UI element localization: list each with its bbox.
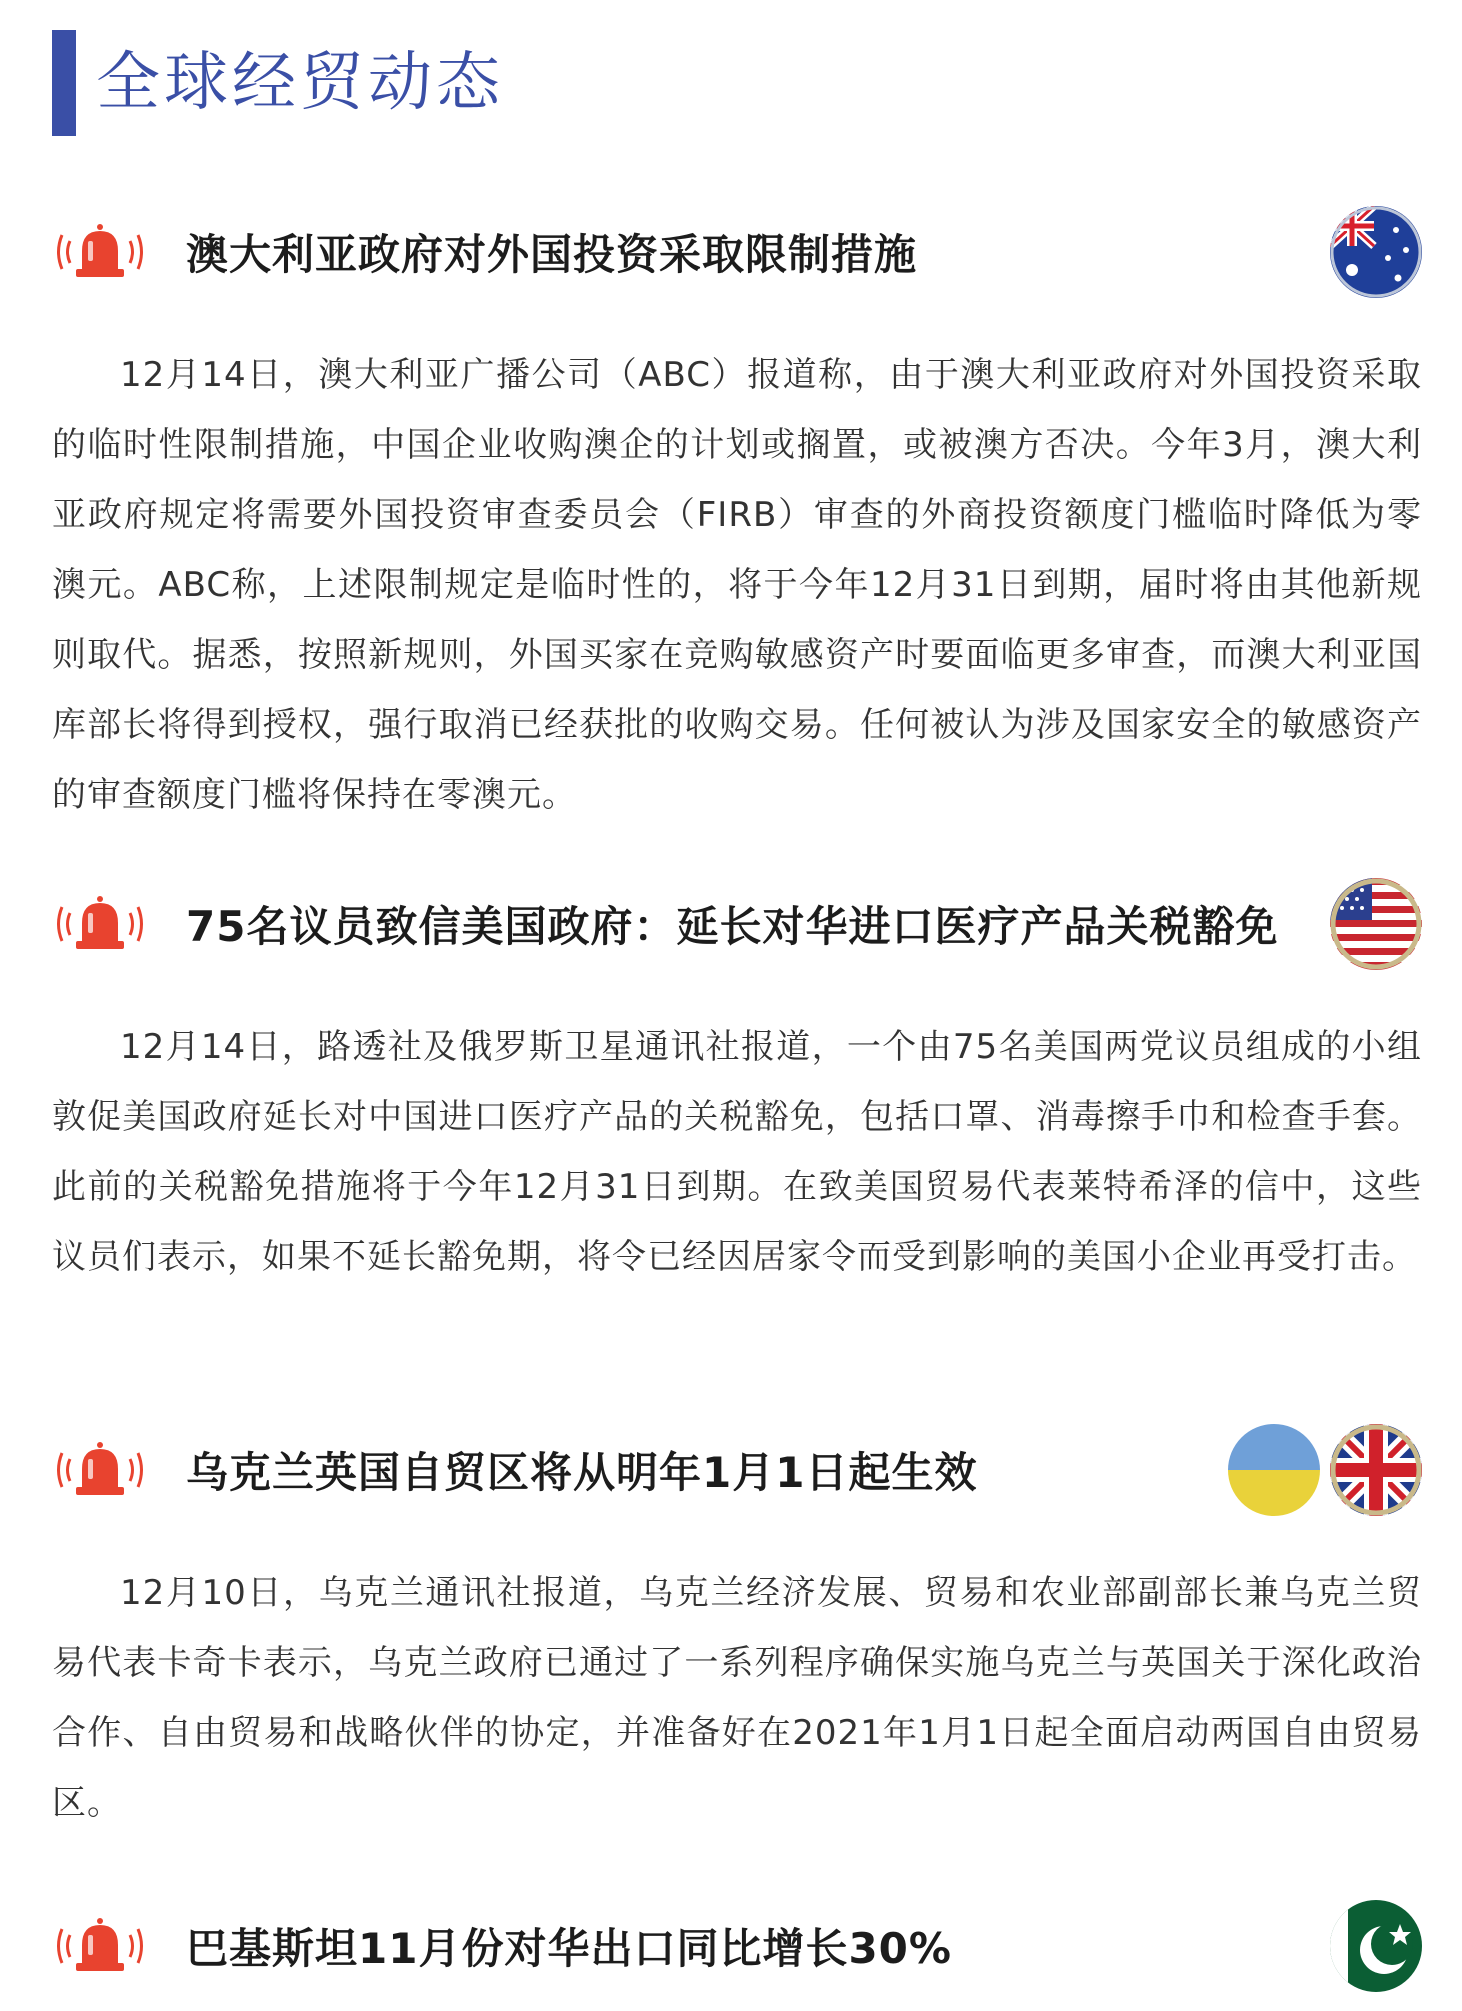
news-title: 75名议员致信美国政府：延长对华进口医疗产品关税豁免 [186,902,1279,951]
news-item-pakistan [52,1894,1422,1998]
flags [1330,878,1422,970]
alarm-bell-icon [52,1915,148,1977]
flags [1228,1424,1422,1516]
usa-flag-icon [1330,878,1422,970]
ukraine-flag-icon [1228,1424,1320,1516]
news-title: 巴基斯坦11月份对华出口同比增长30% [186,1924,952,1973]
header-accent-bar [52,30,76,136]
uk-flag-icon [1330,1424,1422,1516]
news-head [52,872,1422,976]
news-body: 12月14日，澳大利亚广播公司（ABC）报道称，由于澳大利亚政府对外国投资采取的临时性限制措施，中国企业收购澳企的计划或搁置，或被澳方否决。今年3月，澳大利亚政府规定将需要外国投资审查委员会（FIRB）审查的外商投资额度门槛临时降低为零澳元。ABC称，上述限制规定是临时性的，将于今年12月31日到期，届时将由其他新规则取代。据悉，按照新规则，外国买家在竞购敏感资产时要面临更多审查，而澳大利亚国库部长将得到授权，强行取消已经获批的收购交易。任何被认为涉及国家安全的敏感资产的审查额度门槛将保持在零澳元。 [52,355,1422,815]
alarm-bell-icon [52,1439,148,1501]
flags [1330,206,1422,298]
news-head [52,200,1422,304]
news-title: 澳大利亚政府对外国投资采取限制措施 [186,230,918,279]
pakistan-flag-icon [1330,1900,1422,1992]
section-header [52,30,504,136]
alarm-bell-icon [52,221,148,283]
news-body: 12月10日，乌克兰通讯社报道，乌克兰经济发展、贸易和农业部副部长兼乌克兰贸易代表卡奇卡表示，乌克兰政府已通过了一系列程序确保实施乌克兰与英国关于深化政治合作、自由贸易和战略伙伴的协定，并准备好在2021年1月1日起全面启动两国自由贸易区。 [52,1573,1422,1823]
alarm-bell-icon [52,893,148,955]
news-item-ukraine-uk [52,1418,1422,1838]
news-head [52,1894,1422,1998]
news-head [52,1418,1422,1522]
news-item-australia [52,200,1422,830]
flags [1330,1900,1422,1992]
news-item-usa [52,872,1422,1292]
page-title: 全球经贸动态 [96,46,504,120]
australia-flag-icon [1330,206,1422,298]
news-body: 12月14日，路透社及俄罗斯卫星通讯社报道，一个由75名美国两党议员组成的小组敦促美国政府延长对中国进口医疗产品的关税豁免，包括口罩、消毒擦手巾和检查手套。此前的关税豁免措施将于今年12月31日到期。在致美国贸易代表莱特希泽的信中，这些议员们表示，如果不延长豁免期，将令已经因居家令而受到影响的美国小企业再受打击。 [52,1027,1422,1277]
news-title: 乌克兰英国自贸区将从明年1月1日起生效 [186,1448,978,1497]
